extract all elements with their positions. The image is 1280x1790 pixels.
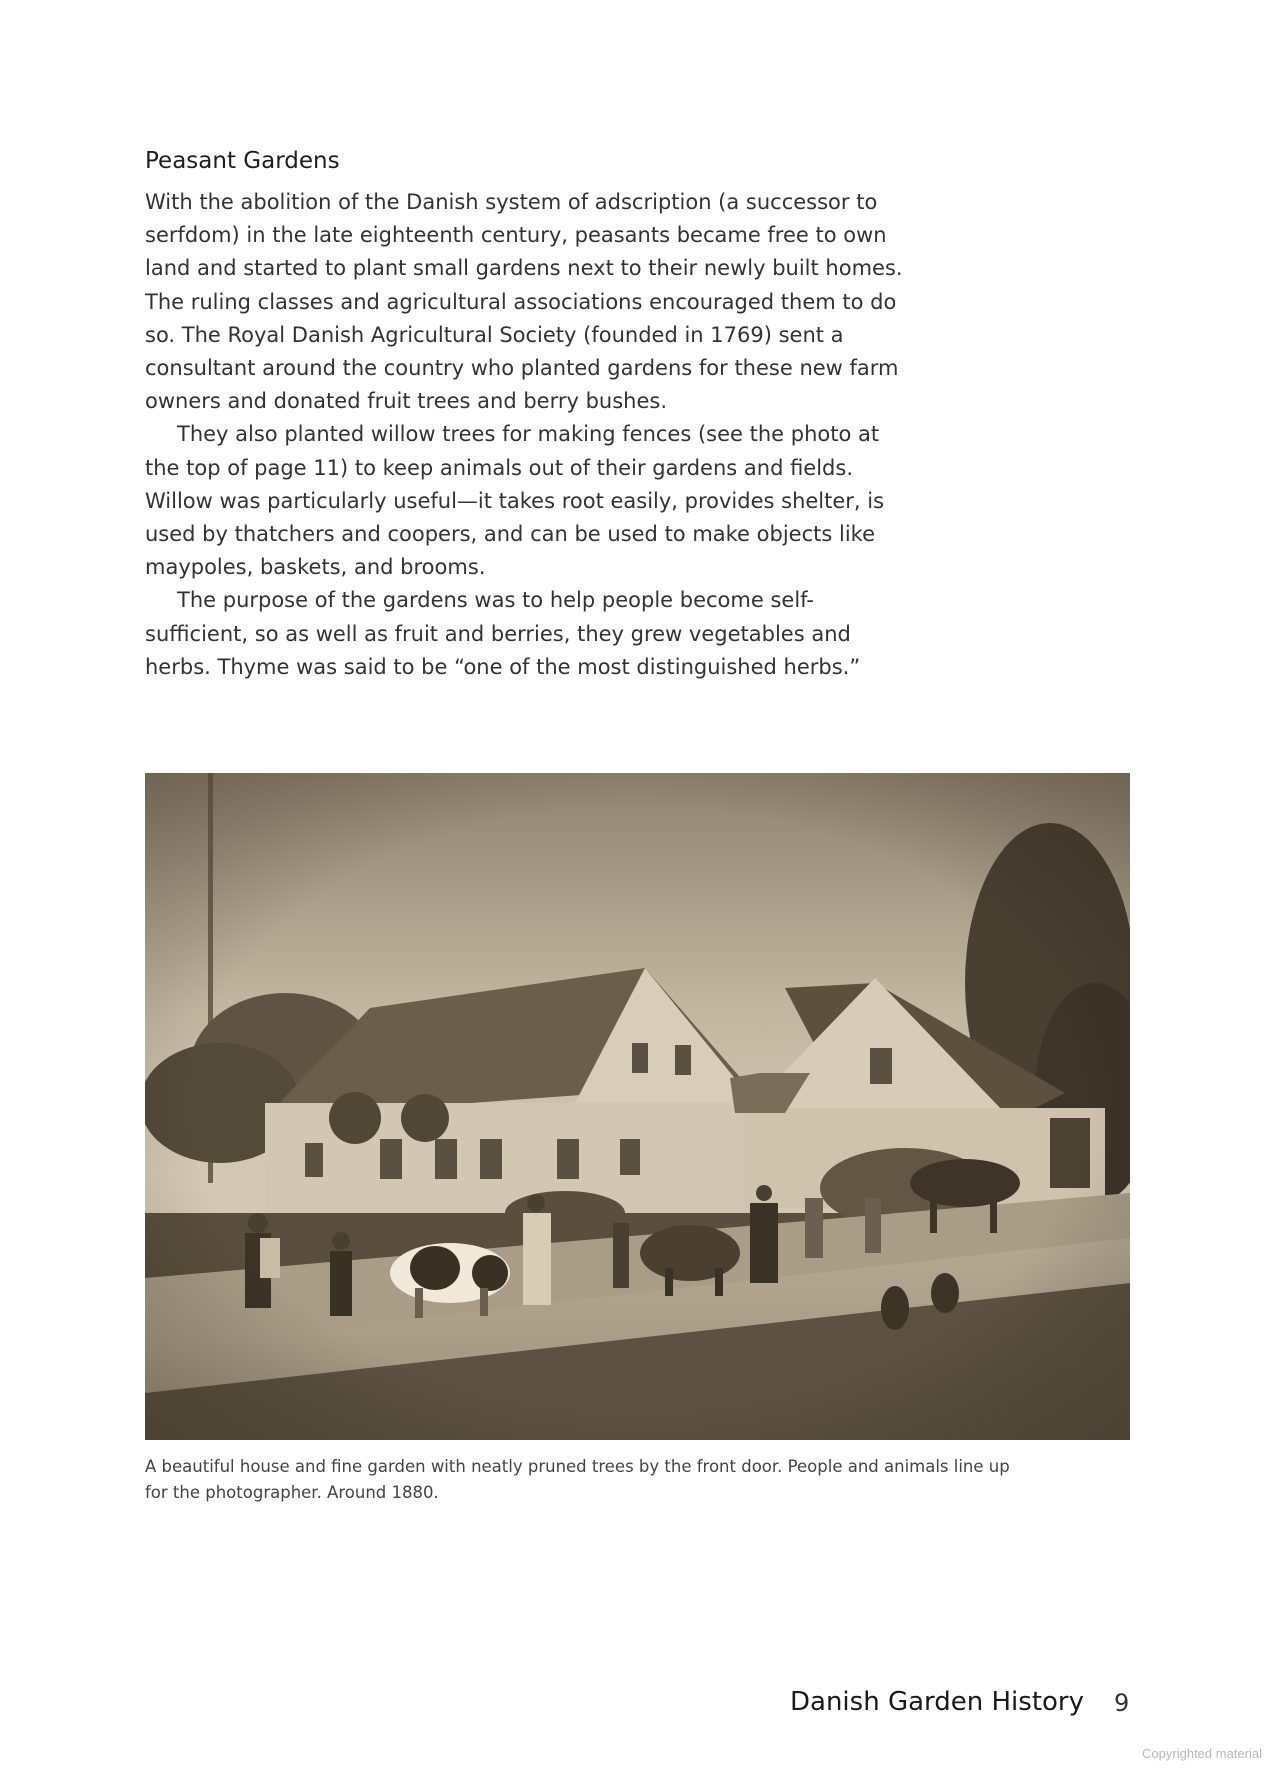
paragraph-1: With the abolition of the Danish system of adscription (a successor to serfdom) in the late eighteenth century, peasants became free to own land and started to plant small gardens next to their newly built homes. The ruling classes and agricultural associations encouraged them to do so. The Royal Danish Agricultural Society (founded in 1769) sent a consultant around the country who planted gardens for these new farm owners and donated fruit trees and berry bushes. xyxy=(145,190,903,414)
paragraph-2: They also planted willow trees for making fences (see the photo at the top of page 11) to keep animals out of their gardens and fields. Willow was particularly useful—it takes root easily, provides shelter, is used by thatchers and coopers, and can be used to make objects like maypoles, baskets, and brooms. xyxy=(145,422,885,580)
photo-caption: A beautiful house and fine garden with neatly pruned trees by the front door. People and animals line up for the photographer. Around 1880. xyxy=(145,1457,1010,1502)
section-heading: Peasant Gardens xyxy=(145,148,340,174)
paragraph-3: The purpose of the gardens was to help people become self-sufficient, so as well as fruit and berries, they grew vegetables and herbs. Thyme was said to be “one of the most distinguished herbs.” xyxy=(145,588,861,679)
body-text xyxy=(145,186,905,684)
copyright-watermark: Copyrighted material xyxy=(1142,1746,1262,1761)
page-number: 9 xyxy=(1114,1689,1130,1717)
historic-farmhouse-photo xyxy=(145,773,1130,1440)
running-footer-title: Danish Garden History xyxy=(790,1687,1084,1717)
